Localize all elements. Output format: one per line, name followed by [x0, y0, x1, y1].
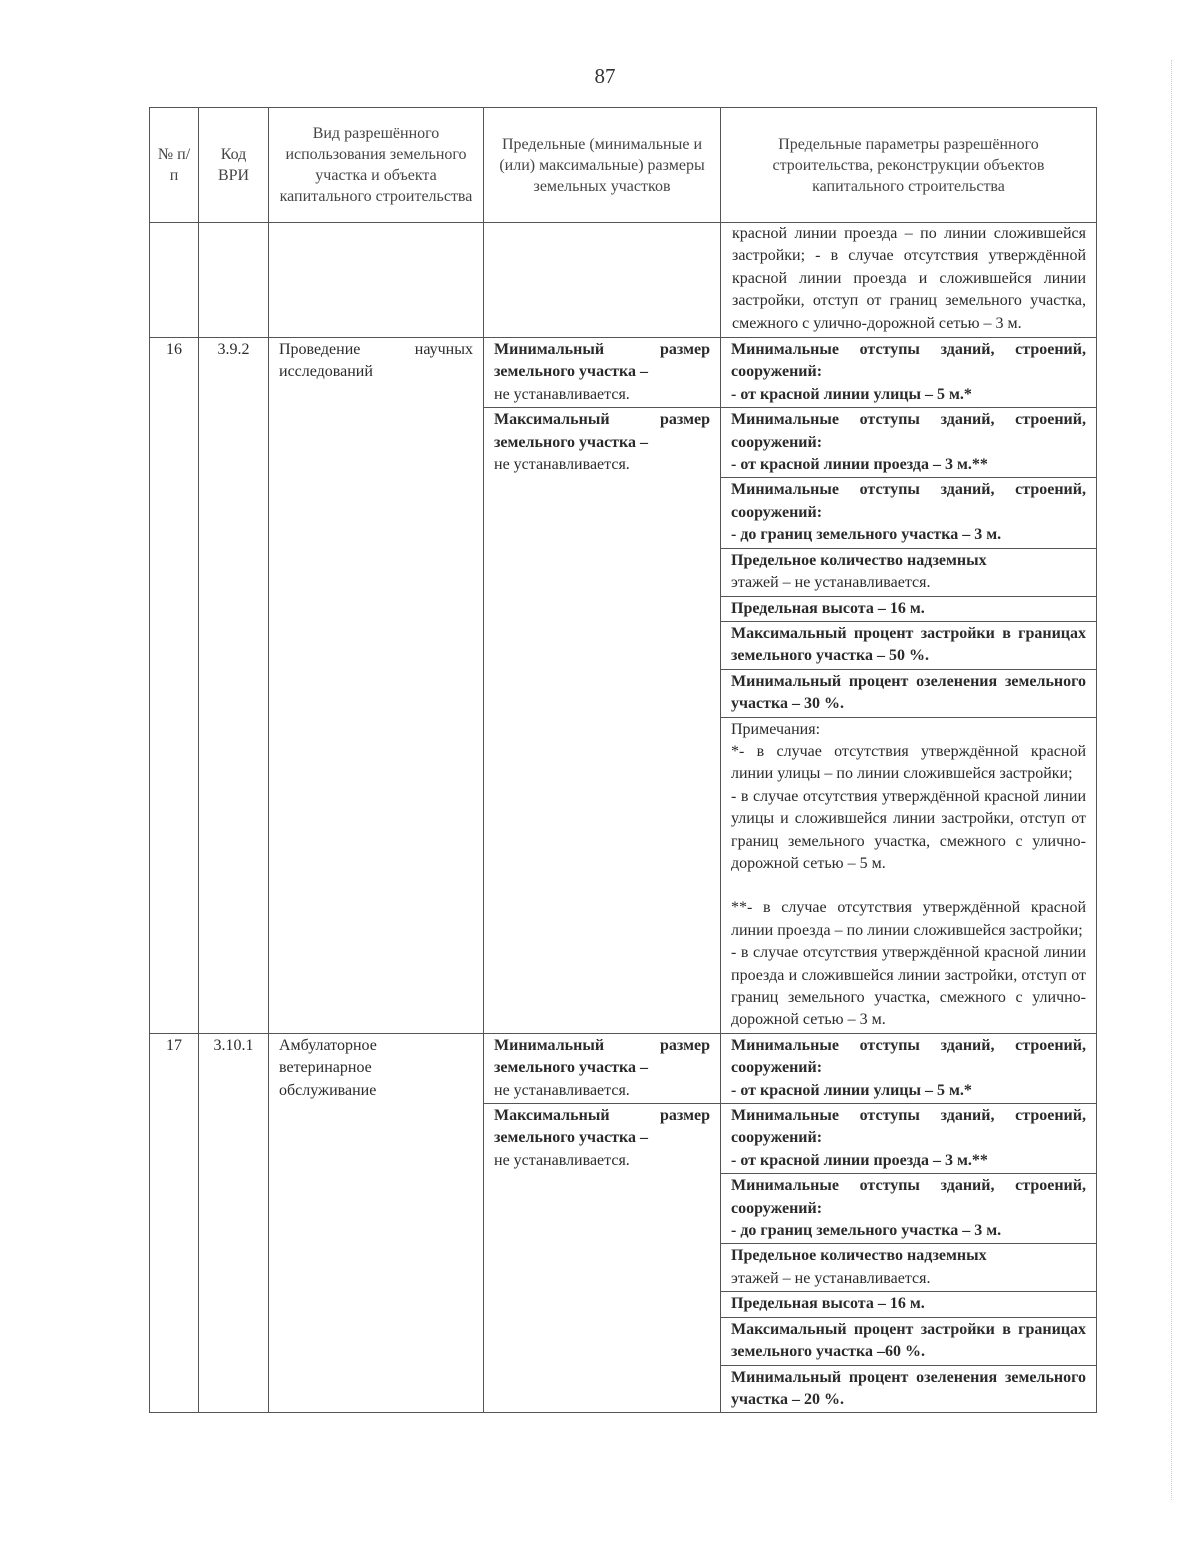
row-num: 17 [150, 1033, 199, 1413]
continuation-text: красной линии проезда – по линии сложившейся застройки; - в случае отсутствия утверждённой красной линии проезда и сложившейся линии застройки, отступ от границ земельного участка, смежного с улично-дорожной сетью – 3 м. [721, 223, 1097, 338]
note: **- в случае отсутствия утверждённой красной линии проезда – по линии сложившейся застройки; [731, 899, 1086, 939]
row-num: 16 [150, 338, 199, 1034]
min-size-value: не устанавливается. [494, 1081, 630, 1099]
regulations-table [149, 107, 1097, 1413]
max-size-cell [484, 1104, 721, 1413]
max-size-label: Максимальный размер земельного участка – [494, 411, 710, 451]
note: - в случае отсутствия утверждённой красной линии улицы и сложившейся линии застройки, отступ от границ земельного участка, смежного с улично-дорожной сетью – 5 м. [731, 787, 1086, 872]
min-size-value: не устанавливается. [494, 385, 630, 403]
notes-title: Примечания: [731, 720, 821, 738]
notes-cell [721, 717, 1097, 1033]
min-size-label: Минимальный размер земельного участка – [494, 1036, 710, 1077]
table-header-row [150, 108, 1097, 223]
row-vri: Амбулаторное ветеринарное обслуживание [269, 1033, 484, 1413]
param-cell: Предельное количество надземных этажей – не устанавливается. [721, 1244, 1097, 1292]
max-size-cell [484, 408, 721, 1034]
param-cell: Предельное количество надземных этажей – не устанавливается. [721, 548, 1097, 596]
param-cell: Минимальные отступы зданий, строений, сооружений: - от красной линии проезда – 3 м.** [721, 408, 1097, 478]
header-num: № п/п [150, 108, 199, 223]
header-sizes: Предельные (минимальные и (или) максимальные) размеры земельных участков [484, 108, 721, 223]
table-row [150, 338, 1097, 408]
row-code: 3.9.2 [199, 338, 269, 1034]
max-size-value: не устанавливается. [494, 1151, 630, 1169]
param-cell: Минимальный процент озеленения земельного участка – 20 %. [721, 1365, 1097, 1413]
header-vri: Вид разрешённого использования земельного участка и объекта капитального строительства [269, 108, 484, 223]
param-cell: Минимальные отступы зданий, строений, сооружений: - от красной линии проезда – 3 м.** [721, 1104, 1097, 1174]
header-code: Код ВРИ [199, 108, 269, 223]
header-params: Предельные параметры разрешённого строительства, реконструкции объектов капитального строительства [721, 108, 1097, 223]
param-cell: Минимальный процент озеленения земельного участка – 30 %. [721, 669, 1097, 717]
table-row [150, 1033, 1097, 1103]
max-size-label: Максимальный размер земельного участка – [494, 1107, 710, 1147]
row-vri: Проведение научных исследований [269, 338, 484, 1034]
param-cell: Минимальные отступы зданий, строений, сооружений: - до границ земельного участка – 3 м. [721, 1174, 1097, 1244]
min-size-label: Минимальный размер земельного участка – [494, 341, 710, 381]
param-cell: Максимальный процент застройки в границах земельного участка –60 %. [721, 1317, 1097, 1365]
param-cell: Предельная высота – 16 м. [721, 1292, 1097, 1317]
row-code: 3.10.1 [199, 1033, 269, 1413]
note: - в случае отсутствия утверждённой красной линии проезда и сложившейся линии застройки, отступ от границ земельного участка, смежного с улично-дорожной сетью – 3 м. [731, 944, 1086, 1029]
continuation-row [150, 223, 1097, 338]
param-cell: Предельная высота – 16 м. [721, 596, 1097, 621]
scan-edge [1170, 60, 1172, 1500]
max-size-value: не устанавливается. [494, 456, 630, 474]
param-cell: Минимальные отступы зданий, строений, сооружений: - от красной линии улицы – 5 м.* [721, 338, 1097, 408]
min-size-cell [484, 338, 721, 408]
min-size-cell [484, 1033, 721, 1103]
param-cell: Минимальные отступы зданий, строений, сооружений: - от красной линии улицы – 5 м.* [721, 1033, 1097, 1103]
param-cell: Максимальный процент застройки в границах земельного участка – 50 %. [721, 621, 1097, 669]
note: *- в случае отсутствия утверждённой красной линии улицы – по линии сложившейся застройки; [731, 742, 1086, 783]
param-cell: Минимальные отступы зданий, строений, сооружений: - до границ земельного участка – 3 м. [721, 478, 1097, 548]
page-number: 87 [594, 64, 616, 88]
